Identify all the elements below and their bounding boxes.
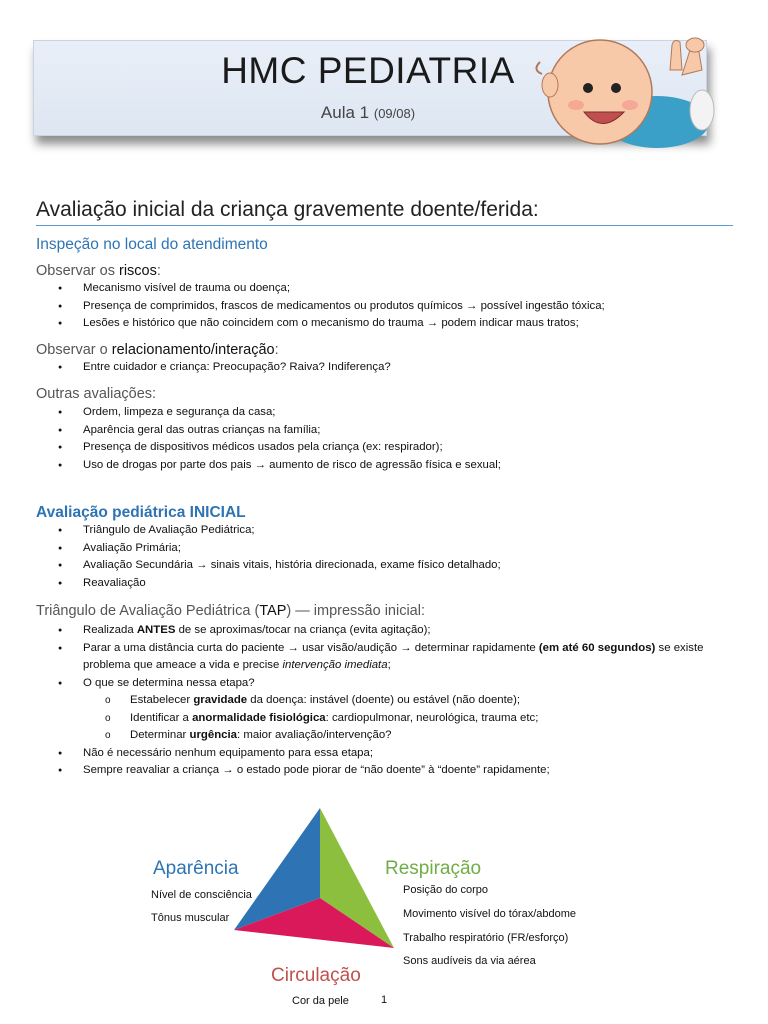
relacionamento-prefix: Observar o xyxy=(36,342,112,358)
lesson-label: Aula 1 xyxy=(320,103,370,122)
lesson-date: (09/08) xyxy=(373,106,416,121)
respiracao-item: Posição do corpo xyxy=(403,884,488,896)
section-title: Avaliação inicial da criança gravemente doente/ferida: xyxy=(36,198,539,221)
riscos-prefix: Observar os xyxy=(36,263,119,279)
tap-heading xyxy=(36,603,425,619)
tap-suffix: ) — impressão inicial: xyxy=(286,603,425,619)
text-run: se existe problema que ameace a vida e precise xyxy=(83,641,704,671)
riscos-key: riscos xyxy=(119,263,157,279)
text-run: Determinar xyxy=(130,729,190,741)
list-item: ● Mecanismo visível de trauma ou doença; xyxy=(36,280,605,298)
list-item xyxy=(36,692,733,710)
tap-key: TAP xyxy=(259,603,287,619)
relacionamento-list xyxy=(36,359,391,377)
text-run: : maior avaliação/intervenção? xyxy=(237,729,392,741)
list-item: ● Uso de drogas por parte dos pais → aumento de risco de agressão física e sexual; xyxy=(36,457,501,475)
text-run: Identificar a xyxy=(130,711,193,724)
document-title: HMC PEDIATRIA xyxy=(221,50,515,91)
baby-head xyxy=(548,40,652,144)
list-item: ● Sempre reavaliar a criança → o estado pode piorar de “não doente” à “doente” rapidamente; xyxy=(36,762,733,780)
text-run: Estabelecer xyxy=(130,694,194,706)
text-run: Parar a uma distância curta do paciente → usar visão/audição → determinar rapidamente xyxy=(83,641,539,654)
inspecao-heading: Inspeção no local do atendimento xyxy=(36,236,268,253)
text-run: ; xyxy=(387,659,391,671)
list-item xyxy=(36,727,733,745)
respiracao-item: Sons audíveis da via aérea xyxy=(403,955,536,967)
text-run: intervenção imediata xyxy=(282,659,388,671)
list-item: ● Avaliação Primária; xyxy=(36,540,501,558)
page-number: 1 xyxy=(381,994,388,1006)
text-run: da doença: instável (doente) ou estável (não doente); xyxy=(247,694,521,706)
text-run: gravidade xyxy=(193,694,248,706)
section-divider xyxy=(36,225,733,226)
respiracao-item: Movimento visível do tórax/abdome xyxy=(403,908,577,920)
list-item: ● Entre cuidador e criança: Preocupação? Raiva? Indiferença? xyxy=(36,359,391,377)
list-item: ● Ordem, limpeza e segurança da casa; xyxy=(36,404,501,422)
aparencia-item: Nível de consciência xyxy=(151,889,252,901)
list-item: ● Triângulo de Avaliação Pediátrica; xyxy=(36,522,501,540)
list-item: ● Aparência geral das outras crianças na família; xyxy=(36,422,501,440)
riscos-heading xyxy=(36,263,161,279)
text-run: (em até 60 segundos) xyxy=(538,641,656,654)
list-item: ● Presença de dispositivos médicos usados pela criança (ex: respirador); xyxy=(36,439,501,457)
list-item: ● Lesões e histórico que não coincidem com o mecanismo do trauma → podem indicar maus tratos; xyxy=(36,315,605,333)
circulacao-label xyxy=(271,965,361,987)
list-item: ● Avaliação Secundária → sinais vitais, história direcionada, exame físico detalhado; xyxy=(36,557,501,575)
text-run: anormalidade fisiológica xyxy=(192,711,326,724)
aparencia-text: Aparência xyxy=(153,858,239,879)
tap-prefix: Triângulo de Avaliação Pediátrica ( xyxy=(36,603,260,619)
relacionamento-heading xyxy=(36,342,279,358)
outras-heading: Outras avaliações: xyxy=(36,386,157,402)
text-run: urgência xyxy=(189,729,237,741)
relacionamento-suffix: : xyxy=(274,342,279,358)
circulacao-item: Cor da pele xyxy=(292,995,349,1007)
aparencia-item: Tônus muscular xyxy=(151,912,230,924)
riscos-list xyxy=(36,280,605,333)
respiracao-item: Trabalho respiratório (FR/esforço) xyxy=(403,932,569,944)
list-item xyxy=(36,640,733,675)
aparencia-label xyxy=(153,858,239,880)
list-item: ● Reavaliação xyxy=(36,575,501,593)
respiracao-text: Respiração xyxy=(385,858,482,879)
tap-triangle xyxy=(230,808,400,958)
text-run: de se aproximas/tocar na criança (evita agitação); xyxy=(175,624,431,636)
riscos-suffix: : xyxy=(156,263,161,279)
text-run: : cardiopulmonar, neurológica, trauma etc; xyxy=(325,711,539,724)
inicial-heading: Avaliação pediátrica INICIAL xyxy=(36,504,246,521)
circulacao-text: Circulação xyxy=(271,965,361,986)
text-run: Realizada xyxy=(83,624,137,636)
tap-list xyxy=(36,622,733,780)
outras-list xyxy=(36,404,501,474)
relacionamento-key: relacionamento/interação xyxy=(111,342,275,358)
baby-illustration xyxy=(532,30,717,148)
list-item xyxy=(36,622,733,640)
list-item: ● Não é necessário nenhum equipamento para essa etapa; xyxy=(36,745,733,763)
inicial-list xyxy=(36,522,501,592)
list-item: ● Presença de comprimidos, frascos de medicamentos ou produtos químicos → possível ingestão tóxica; xyxy=(36,298,605,316)
list-item xyxy=(36,710,733,728)
list-item: ● O que se determina nessa etapa? xyxy=(36,675,733,693)
text-run: ANTES xyxy=(136,624,176,636)
respiracao-label xyxy=(385,858,481,880)
